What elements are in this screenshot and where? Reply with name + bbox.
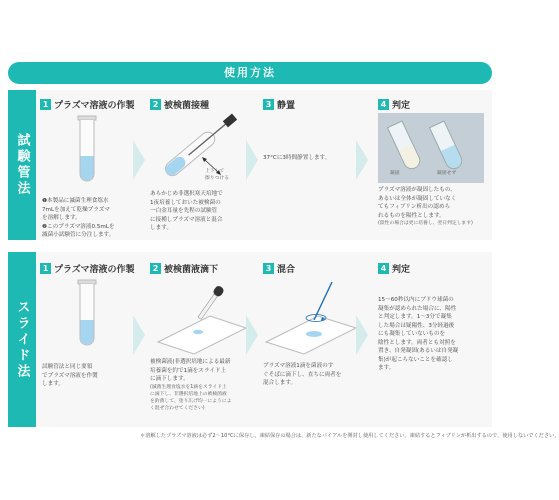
label-not-coagulated: 凝固せず [437, 171, 457, 176]
usage-header: 使用方法 [8, 62, 492, 84]
step-title-text: 判定 [392, 265, 411, 275]
tube-method-label: 試験管法 [8, 90, 36, 240]
step-number: 3 [263, 263, 274, 274]
step-number: 1 [40, 263, 51, 274]
tube-step3-title [263, 98, 295, 111]
slide-step2-title [150, 262, 218, 275]
step-number: 1 [40, 99, 51, 110]
slide-step1-notes: 試験管法と同じ要領 でプラズマ溶液を作製 します。 [42, 364, 98, 387]
slide-step4-notes: 15～60秒以内にブドウ球菌の 凝集が認められた場合に、陽性 と判定します。1～3分で凝集 した場合は疑陽性、3分経過後 にも凝集していないものを 陰性とします。両者とも対照を 置き、自発凝固(あるいは自発凝 集)が起こらないことを確認し ます。 [378, 297, 459, 371]
arrow-icon [246, 140, 258, 180]
step-number: 3 [263, 99, 274, 110]
step-number: 2 [150, 263, 161, 274]
step-number: 2 [150, 99, 161, 110]
arrow-icon [356, 315, 368, 355]
arrow-icon [356, 140, 368, 180]
slide-step1-title [40, 262, 135, 275]
test-tube-icon [68, 112, 108, 192]
slide-step4-title [378, 262, 410, 275]
incubate-text: 37°Cに3時間静置します。 [263, 155, 331, 161]
tube-step1-title [40, 98, 135, 111]
mixing-slide-icon [260, 276, 360, 356]
label-coagulated: 凝固 [390, 171, 400, 176]
slide-step2-notes: 被検菌液(非選択培地による最新 培養菌を約で1滴をスライド上 に滴下します。 (滅菌生理食塩水を1滴をスライド上 に滴下し、非選択培地上の被検菌液 を釣菌して、塗り広げ均一にようによ く混ぜ合わせてください) [150, 359, 232, 411]
step-title-text: 静置 [277, 101, 296, 111]
tube-step1-notes: ❶本製品に滅菌生理食塩水 7mLを加えて乾燥プラズマ を溶解します。 ❷このプラズマ溶液0.5mLを 滅菌小試験管に分注します。 [42, 198, 115, 238]
step-title-text: 判定 [392, 101, 411, 111]
slide-method-label: スライド法 [8, 252, 36, 427]
slide-step3-title [263, 262, 295, 275]
test-tube-icon [68, 276, 108, 356]
step-title-text: 被検菌液滴下 [164, 265, 219, 275]
slide-step3-notes: プラズマ溶液1滴を菌液のす ぐそばに滴下し、直ちに両者を 混合します。 [263, 363, 342, 386]
storage-footnote: ＊溶解したプラズマ溶液は必ず2～10°Cに保存し、凍結保存の場合は、新たなバイアルを開封し使用してください。凍結するとフィブリンが析出するので、使用しないでください。 [140, 433, 559, 439]
arrow-icon [246, 315, 258, 355]
tube-step4-title [378, 98, 410, 111]
dropper-slide-icon [150, 276, 250, 356]
arrow-icon [133, 140, 145, 180]
arrow-label: 上下して 擦りつける [205, 169, 229, 181]
tube-step4-notes: プラズマ溶液が凝固したもの、 あるいは全体が凝固していなく てもフィブリン析出の認めら れるものを陽性とします。 (陰性の場合は更に培養し、翌日判定します) [378, 187, 473, 226]
step-number: 4 [378, 263, 389, 274]
arrow-icon [133, 315, 145, 355]
step-title-text: プラズマ溶液の作製 [54, 101, 135, 111]
step-title-text: 被検菌接種 [164, 101, 210, 111]
tube-step2-notes: あらかじめ非選択寒天培地で 1夜培養しておいた被検菌の 一白金耳量を先程の試験管 に接種しプラズマ溶液と混合 します。 [150, 191, 223, 231]
step-title-text: 混合 [277, 265, 296, 275]
inoculation-tube-icon [150, 110, 245, 195]
step-title-text: プラズマ溶液の作製 [54, 265, 135, 275]
step-number: 4 [378, 99, 389, 110]
